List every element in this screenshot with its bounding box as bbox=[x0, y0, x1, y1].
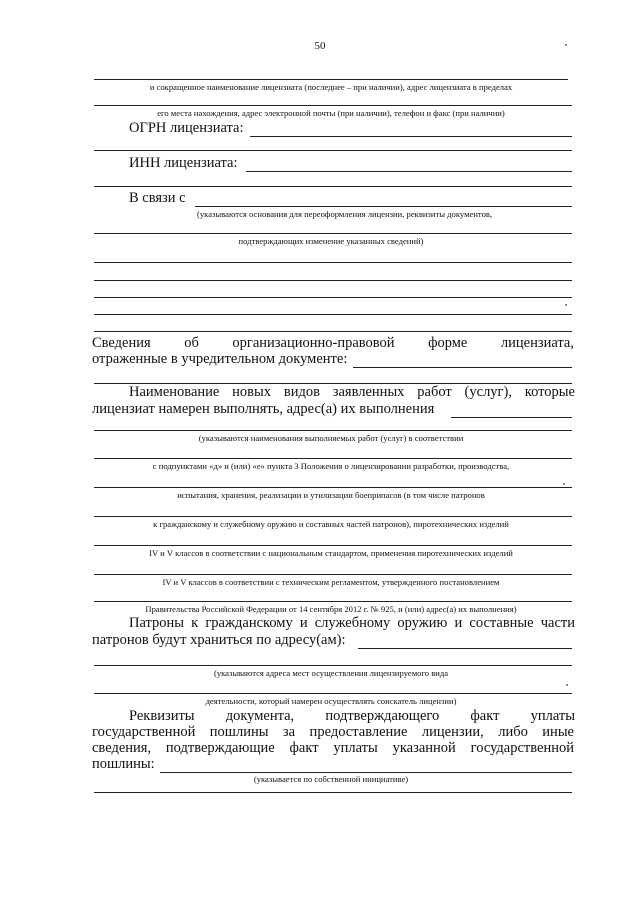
ogrn-extra-line bbox=[94, 150, 572, 151]
inn-extra-line bbox=[94, 186, 572, 187]
fee-line-4: пошлины: bbox=[92, 756, 155, 772]
works-field-line[interactable] bbox=[451, 417, 572, 418]
scan-speck bbox=[565, 44, 567, 46]
fee-line-1: Реквизиты документа, подтверждающего факт уплаты bbox=[129, 708, 575, 724]
reason-label: В связи с bbox=[129, 190, 186, 206]
cartridges-line-2: патронов будут храниться по адресу(ам): bbox=[92, 632, 346, 648]
ogrn-label: ОГРН лицензиата: bbox=[129, 120, 244, 136]
works-hint-line-1 bbox=[94, 458, 572, 459]
scan-speck bbox=[565, 304, 567, 306]
org-form-line-2: отраженные в учредительном документе: bbox=[92, 351, 348, 367]
reason-hint-2: подтверждающих изменение указанных сведений) bbox=[238, 236, 424, 246]
reason-field-line[interactable] bbox=[195, 206, 572, 207]
storage-hint-1: (указываются адреса мест осуществления лицензируемого вида bbox=[213, 668, 449, 678]
address-line bbox=[94, 105, 572, 106]
reason-line-4 bbox=[94, 280, 572, 281]
works-hint-line-3 bbox=[94, 516, 572, 517]
works-hint-4: IV и V классов в соответствии с национальным стандартом, применения пиротехнических изделий bbox=[149, 548, 513, 558]
works-hint-line-4 bbox=[94, 545, 572, 546]
works-hint-0: (указываются наименования выполняемых работ (услуг) в соответствии bbox=[198, 433, 464, 443]
works-hint-line-0 bbox=[94, 430, 572, 431]
cartridges-field-line[interactable] bbox=[358, 648, 572, 649]
caption-licensee-contacts: его места нахождения, адрес электронной почты (при наличии), телефон и факс (при наличии) bbox=[157, 108, 505, 118]
fee-extra-line bbox=[94, 792, 572, 793]
reason-line-2 bbox=[94, 233, 572, 234]
reason-line-7 bbox=[94, 331, 572, 332]
works-hint-5: IV и V классов в соответствии с техническим регламентом, утвержденного постановлением bbox=[162, 577, 500, 587]
org-form-line-1: Сведения об организационно-правовой форме лицензиата, bbox=[92, 335, 574, 351]
works-hint-6: Правительства Российской Федерации от 14 сентября 2012 г. № 925, и (или) адрес(а) их выполнения) bbox=[145, 604, 517, 614]
reason-line-6 bbox=[94, 314, 572, 315]
scan-speck bbox=[563, 483, 565, 485]
org-form-field-line[interactable] bbox=[353, 367, 572, 368]
storage-line-1 bbox=[94, 665, 572, 666]
inn-label: ИНН лицензиата: bbox=[129, 155, 238, 171]
works-hint-1: с подпунктами «д» и (или) «е» пункта 3 Положения о лицензировании разработки, производства, bbox=[152, 461, 510, 471]
caption-licensee-name: и сокращенное наименование лицензиата (последнее – при наличии), адрес лицензиата в пределах bbox=[149, 82, 513, 92]
page-number: 50 bbox=[314, 40, 326, 52]
fee-line-2: государственной пошлины за предоставление лицензии, либо иные bbox=[92, 724, 574, 740]
fee-field-line[interactable] bbox=[160, 772, 572, 773]
cartridges-line-1: Патроны к гражданскому и служебному оружию и составные части bbox=[129, 615, 575, 631]
reason-line-3 bbox=[94, 262, 572, 263]
reason-line-5 bbox=[94, 297, 572, 298]
inn-field-line[interactable] bbox=[246, 171, 572, 172]
reason-hint-1: (указываются основания для переоформления лицензии, реквизиты документов, bbox=[197, 209, 493, 219]
storage-hint-2: деятельности, который намерен осуществлять соискатель лицензии) bbox=[205, 696, 457, 706]
works-hint-line-6 bbox=[94, 601, 572, 602]
scan-speck bbox=[566, 684, 568, 686]
works-line-1: Наименование новых видов заявленных работ (услуг), которые bbox=[129, 384, 575, 400]
works-line-2: лицензиат намерен выполнять, адрес(а) их выполнения bbox=[92, 401, 435, 417]
storage-line-2 bbox=[94, 693, 572, 694]
ogrn-field-line[interactable] bbox=[250, 136, 572, 137]
fee-hint: (указывается по собственной инициативе) bbox=[253, 774, 409, 784]
works-hint-line-5 bbox=[94, 574, 572, 575]
works-hint-3: к гражданскому и служебному оружию и составных частей патронов), пиротехнических изделий bbox=[153, 519, 509, 529]
name-line bbox=[94, 79, 568, 80]
works-hint-2: испытания, хранения, реализации и утилизации боеприпасов (в том числе патронов bbox=[177, 490, 485, 500]
works-hint-line-2 bbox=[94, 487, 572, 488]
fee-line-3: сведения, подтверждающие факт уплаты указанной государственной bbox=[92, 740, 574, 756]
